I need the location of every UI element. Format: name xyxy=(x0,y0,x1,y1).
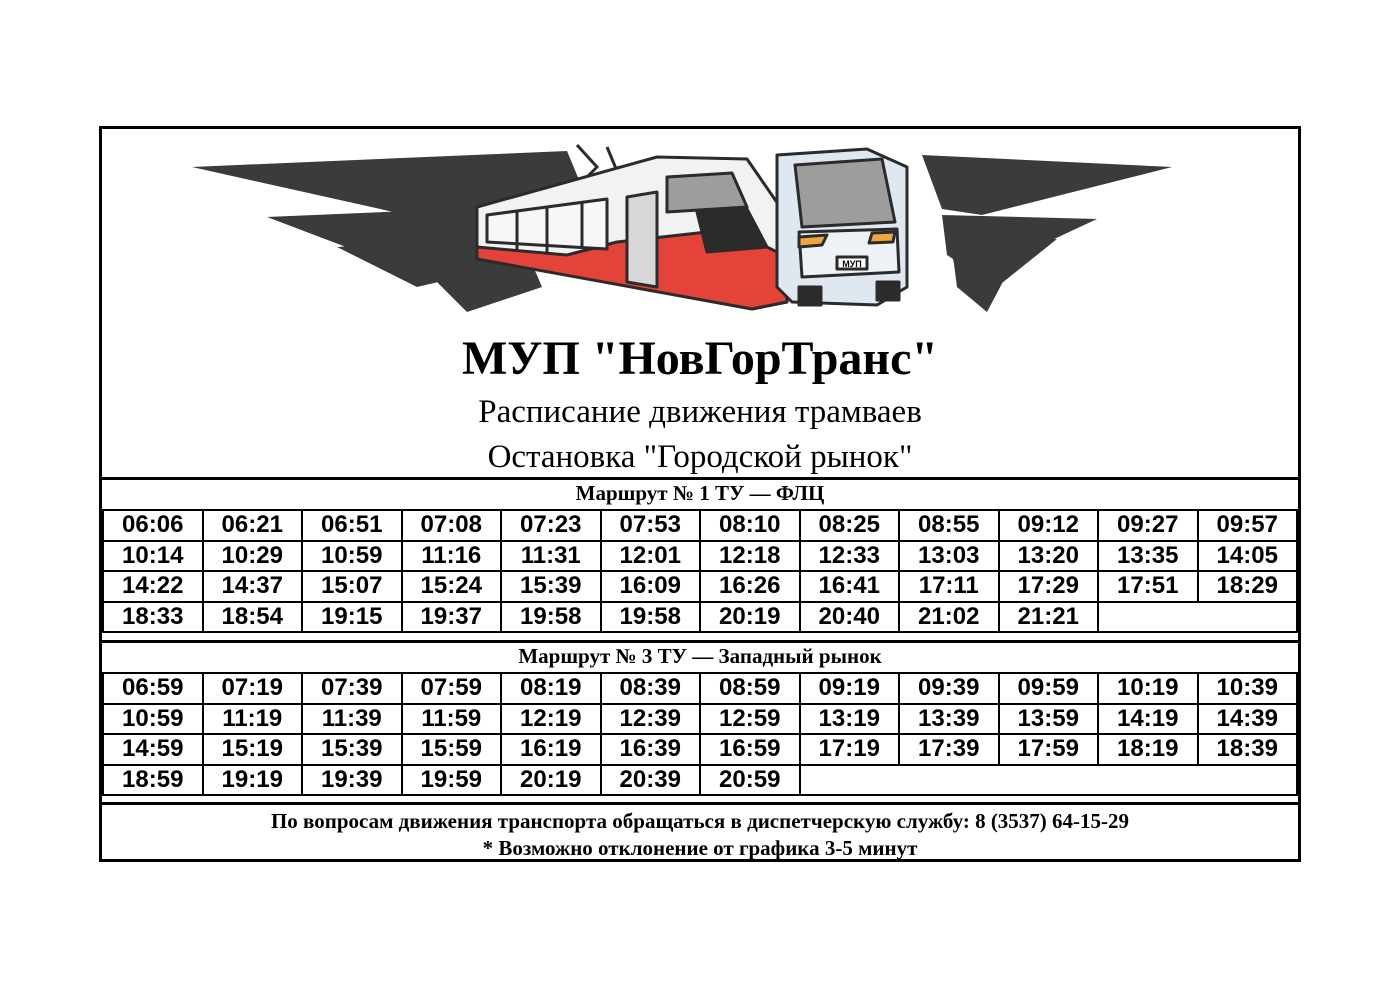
departure-time: 07:19 xyxy=(203,673,303,704)
timetable-row xyxy=(103,704,1297,735)
route-3-timetable xyxy=(102,672,1298,796)
departure-time: 17:39 xyxy=(899,734,999,765)
departure-time: 11:16 xyxy=(402,541,502,572)
departure-time: 20:19 xyxy=(700,602,800,633)
departure-time: 07:39 xyxy=(302,673,402,704)
departure-time: 08:25 xyxy=(800,510,900,541)
departure-time: 17:59 xyxy=(999,734,1099,765)
departure-time: 20:40 xyxy=(800,602,900,633)
departure-time: 07:08 xyxy=(402,510,502,541)
departure-time: 19:15 xyxy=(302,602,402,633)
departure-time: 18:33 xyxy=(103,602,203,633)
stop-name: Остановка "Городской рынок" xyxy=(487,439,913,475)
departure-time: 12:39 xyxy=(601,704,701,735)
departure-time: 19:39 xyxy=(302,765,402,796)
departure-time: 16:41 xyxy=(800,571,900,602)
timetable-row xyxy=(103,571,1297,602)
departure-time: 19:58 xyxy=(601,602,701,633)
departure-time: 11:59 xyxy=(402,704,502,735)
departure-time: 17:51 xyxy=(1098,571,1198,602)
departure-time: 13:59 xyxy=(999,704,1099,735)
right-wings xyxy=(922,155,1172,312)
departure-time: 19:59 xyxy=(402,765,502,796)
departure-time: 13:39 xyxy=(899,704,999,735)
departure-time: 12:01 xyxy=(601,541,701,572)
departure-time: 09:39 xyxy=(899,673,999,704)
departure-time: 08:55 xyxy=(899,510,999,541)
departure-time: 07:53 xyxy=(601,510,701,541)
departure-time: 17:11 xyxy=(899,571,999,602)
timetable-row xyxy=(103,765,1297,796)
departure-time: 14:22 xyxy=(103,571,203,602)
dispatcher-contact: По вопросам движения транспорта обращаться в диспетчерскую службу: 8 (3537) 64-15-29 xyxy=(270,809,1130,833)
timetable-row xyxy=(103,541,1297,572)
departure-time: 20:19 xyxy=(501,765,601,796)
timetable-row xyxy=(103,734,1297,765)
schedule-sheet xyxy=(99,126,1301,862)
bus-plate-text: МУП xyxy=(842,259,862,269)
departure-time: 16:09 xyxy=(601,571,701,602)
footer-notes xyxy=(102,802,1298,862)
schedule-header xyxy=(102,129,1298,478)
departure-time: 17:29 xyxy=(999,571,1099,602)
departure-time: 18:19 xyxy=(1098,734,1198,765)
departure-time: 18:39 xyxy=(1198,734,1298,765)
departure-time: 14:39 xyxy=(1198,704,1298,735)
departure-time: 09:57 xyxy=(1198,510,1298,541)
empty-cell xyxy=(800,765,1298,796)
departure-time: 09:27 xyxy=(1098,510,1198,541)
departure-time: 15:19 xyxy=(203,734,303,765)
departure-time: 16:39 xyxy=(601,734,701,765)
departure-time: 12:18 xyxy=(700,541,800,572)
departure-time: 09:12 xyxy=(999,510,1099,541)
departure-time: 13:03 xyxy=(899,541,999,572)
departure-time: 16:26 xyxy=(700,571,800,602)
departure-time: 08:39 xyxy=(601,673,701,704)
departure-time: 08:10 xyxy=(700,510,800,541)
route-1-header: Маршрут № 1 ТУ — ФЛЦ xyxy=(102,477,1298,507)
departure-time: 10:14 xyxy=(103,541,203,572)
departure-time: 13:20 xyxy=(999,541,1099,572)
departure-time: 06:59 xyxy=(103,673,203,704)
departure-time: 10:59 xyxy=(302,541,402,572)
departure-time: 16:59 xyxy=(700,734,800,765)
departure-time: 10:19 xyxy=(1098,673,1198,704)
departure-time: 09:19 xyxy=(800,673,900,704)
departure-time: 12:59 xyxy=(700,704,800,735)
departure-time: 21:21 xyxy=(999,602,1099,633)
departure-time: 10:39 xyxy=(1198,673,1298,704)
departure-time: 06:21 xyxy=(203,510,303,541)
departure-time: 12:19 xyxy=(501,704,601,735)
departure-time: 15:39 xyxy=(501,571,601,602)
departure-time: 19:19 xyxy=(203,765,303,796)
departure-time: 14:19 xyxy=(1098,704,1198,735)
departure-time: 19:58 xyxy=(501,602,601,633)
departure-time: 07:59 xyxy=(402,673,502,704)
departure-time: 06:51 xyxy=(302,510,402,541)
departure-time: 10:29 xyxy=(203,541,303,572)
departure-time: 11:39 xyxy=(302,704,402,735)
empty-cell xyxy=(1098,602,1297,633)
departure-time: 08:19 xyxy=(501,673,601,704)
bus xyxy=(777,149,907,305)
departure-time: 18:29 xyxy=(1198,571,1298,602)
timetable-row xyxy=(103,510,1297,541)
departure-time: 11:31 xyxy=(501,541,601,572)
departure-time: 20:59 xyxy=(700,765,800,796)
departure-time: 08:59 xyxy=(700,673,800,704)
departure-time: 15:24 xyxy=(402,571,502,602)
departure-time: 15:07 xyxy=(302,571,402,602)
tram-bus-logo-icon xyxy=(187,137,1177,322)
departure-time: 15:59 xyxy=(402,734,502,765)
timetable-row xyxy=(103,602,1297,633)
departure-time: 09:59 xyxy=(999,673,1099,704)
departure-time: 18:54 xyxy=(203,602,303,633)
departure-time: 15:39 xyxy=(302,734,402,765)
departure-time: 13:19 xyxy=(800,704,900,735)
departure-time: 18:59 xyxy=(103,765,203,796)
departure-time: 10:59 xyxy=(103,704,203,735)
departure-time: 11:19 xyxy=(203,704,303,735)
page-title: МУП "НовГорТранс" xyxy=(461,332,939,385)
timetable-row xyxy=(103,673,1297,704)
departure-time: 14:37 xyxy=(203,571,303,602)
departure-time: 13:35 xyxy=(1098,541,1198,572)
departure-time: 16:19 xyxy=(501,734,601,765)
departure-time: 14:59 xyxy=(103,734,203,765)
departure-time: 20:39 xyxy=(601,765,701,796)
departure-time: 06:06 xyxy=(103,510,203,541)
departure-time: 14:05 xyxy=(1198,541,1298,572)
schedule-deviation-note: * Возможно отклонение от графика 3-5 минут xyxy=(482,836,918,860)
departure-time: 21:02 xyxy=(899,602,999,633)
departure-time: 17:19 xyxy=(800,734,900,765)
departure-time: 19:37 xyxy=(402,602,502,633)
route-3-header: Маршрут № 3 ТУ — Западный рынок xyxy=(102,640,1298,670)
departure-time: 07:23 xyxy=(501,510,601,541)
schedule-subtitle: Расписание движения трамваев xyxy=(478,394,922,430)
departure-time: 12:33 xyxy=(800,541,900,572)
route-1-timetable xyxy=(102,509,1298,633)
